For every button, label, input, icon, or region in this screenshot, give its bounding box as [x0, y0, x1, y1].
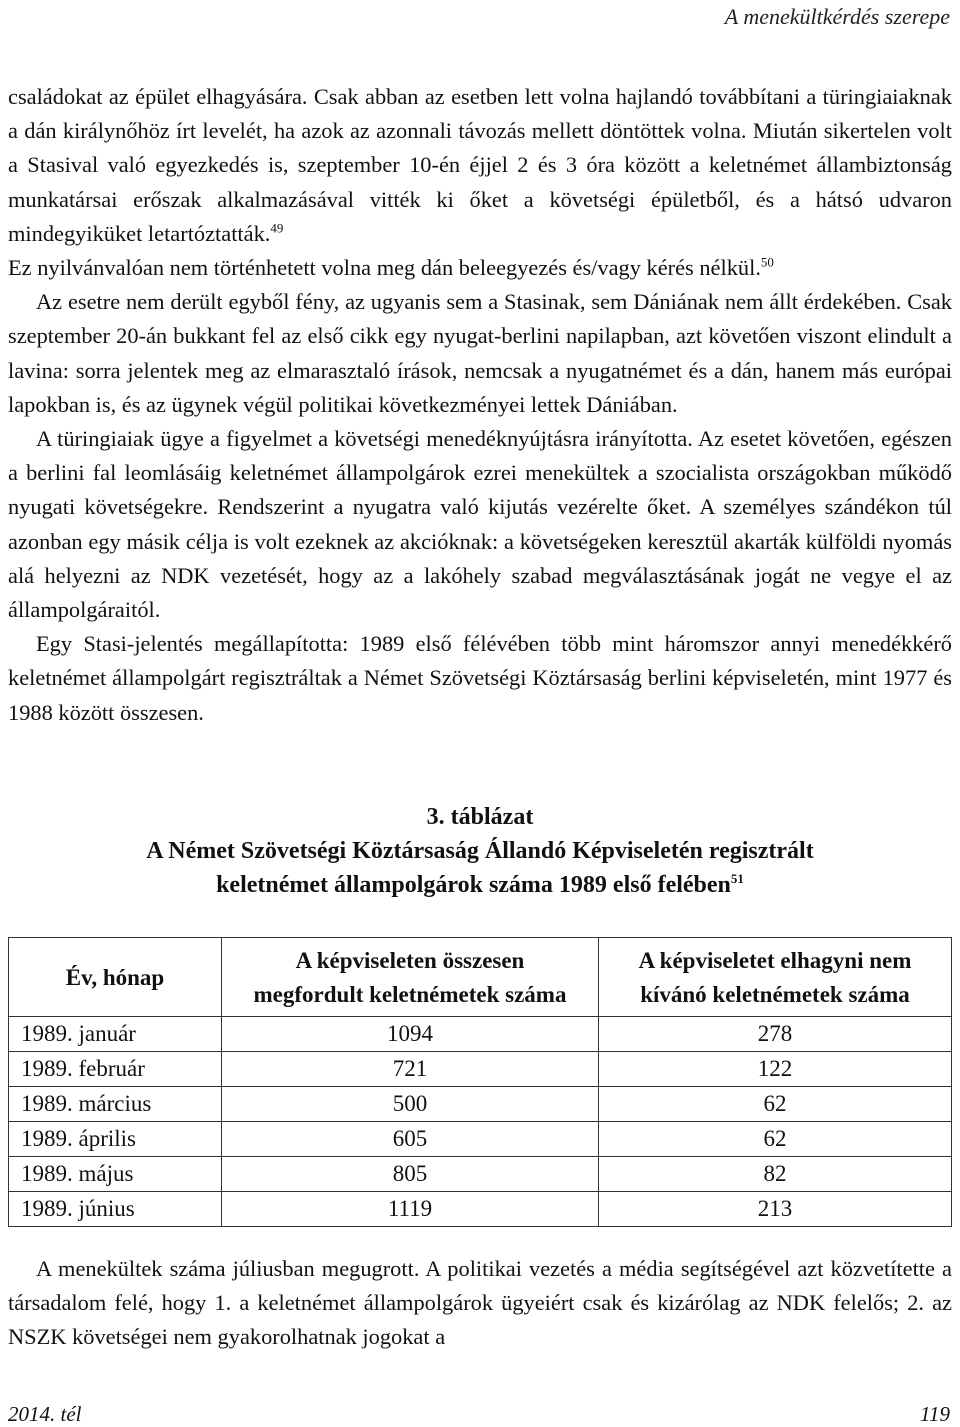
cell-total: 1094: [222, 1017, 599, 1052]
cell-staying: 122: [599, 1052, 952, 1087]
table-row: [9, 1052, 952, 1087]
cell-total: 721: [222, 1052, 599, 1087]
table-row: [9, 1087, 952, 1122]
cell-total: 1119: [222, 1192, 599, 1227]
table-header-row: [9, 938, 952, 1017]
paragraph: [8, 422, 952, 627]
cell-total: 500: [222, 1087, 599, 1122]
cell-month: 1989. február: [9, 1052, 222, 1087]
header-staying: [599, 938, 952, 1017]
table-row: [9, 1122, 952, 1157]
cell-total: 605: [222, 1122, 599, 1157]
table-row: [9, 1157, 952, 1192]
page-number: 119: [920, 1402, 950, 1426]
cell-staying: 82: [599, 1157, 952, 1192]
cell-month: 1989. március: [9, 1087, 222, 1122]
cell-staying: 278: [599, 1017, 952, 1052]
table-caption: [0, 800, 960, 902]
header-staying-line1: A képviseletet elhagyni nem: [638, 948, 912, 973]
running-header: A menekültkérdés szerepe: [724, 4, 950, 29]
paragraph: [8, 627, 952, 730]
paragraph: A menekültek száma júliusban megugrott. A politikai vezetés a média segítségével azt közvetítette a társadalom felé, hogy 1. a keletnémet állampolgárok ügyeiért csak és kizárólag az NDK felelős; 2. az NSZK követségei nem gyakorolhatnak jogokat a: [8, 1256, 952, 1350]
footnote-ref[interactable]: 50: [760, 254, 774, 270]
cell-total: 805: [222, 1157, 599, 1192]
data-table: [8, 937, 952, 1227]
table-row: [9, 1017, 952, 1052]
paragraph: [8, 251, 952, 285]
body-text-continued: [8, 1252, 952, 1355]
cell-month: 1989. április: [9, 1122, 222, 1157]
paragraph: [8, 80, 952, 251]
header-total: [222, 938, 599, 1017]
table-title-text: keletnémet állampolgárok száma 1989 első felében: [216, 872, 731, 898]
header-total-line2: megfordult keletnémetek száma: [253, 982, 567, 1007]
header-month: Év, hónap: [9, 938, 222, 1017]
table-title-line: [0, 868, 960, 902]
paragraph-text: Az esetre nem derült egyből fény, az ugyanis sem a Stasinak, sem Dániának nem állt érdekében. Csak szeptember 20-án bukkant fel az első cikk egy nyugat-berlini napilapban, azt követően viszont elindult a lavina: sorra jelentek meg az elmarasztaló írások, nemcsak a nyugatnémet és a dán, hanem más európai lapokban is, és az ügynek végül politikai következményei lettek Dániában.: [8, 289, 952, 417]
paragraph-text: családokat az épület elhagyására. Csak abban az esetben lett volna hajlandó továbbítani a türingiaiaknak a dán királynőhöz írt levelét, ha azok az azonnali távozás mellett döntöttek volna. Miután sikertelen volt a Stasival való egyezkedés is, szeptember 10-én éjjel 2 és 3 óra között a keletnémet állambiztonság munkatársai erőszak alkalmazásával vitték ki őket a követségi épületből, és a hátsó udvaron mindegyiküket letartóztatták.: [8, 84, 952, 246]
header-total-line1: A képviseleten összesen: [295, 948, 525, 973]
cell-staying: 62: [599, 1122, 952, 1157]
cell-month: 1989. január: [9, 1017, 222, 1052]
header-staying-line2: kívánó keletnémetek száma: [640, 982, 910, 1007]
paragraph-text: Ez nyilvánvalóan nem történhetett volna meg dán beleegyezés és/vagy kérés nélkül.: [8, 255, 761, 281]
cell-staying: 213: [599, 1192, 952, 1227]
paragraph: [8, 285, 952, 422]
footnote-ref[interactable]: 51: [730, 871, 744, 886]
table-title-line: A Német Szövetségi Köztársaság Állandó Képviseletén regisztrált: [146, 838, 814, 864]
table-row: [9, 1192, 952, 1227]
paragraph-text: Egy Stasi-jelentés megállapította: 1989 első félévében több mint háromszor annyi menedékkérő keletnémet állampolgárt regisztráltak a Német Szövetségi Köztársaság berlini képviseletén, mint 1977 és 1988 között összesen.: [8, 631, 952, 725]
cell-month: 1989. június: [9, 1192, 222, 1227]
footer-issue: 2014. tél: [8, 1402, 82, 1426]
table-number: 3. táblázat: [426, 804, 534, 830]
footnote-ref[interactable]: 49: [270, 220, 284, 236]
cell-staying: 62: [599, 1087, 952, 1122]
paragraph-text: A türingiaiak ügye a figyelmet a követségi menedéknyújtásra irányította. Az esetet követően, egészen a berlini fal leomlásáig keletnémet állampolgárok ezrei menekültek a szocialista országokban működő nyugati követségekre. Rendszerint a nyugatra való kijutás vezérelte őket. A személyes szándékon túl azonban egy másik célja is volt ezeknek az akcióknak: a követségeken keresztül akarták külföldi nyomás alá helyezni az NDK vezetését, hogy az a lakóhely szabad megválasztásának jogát ne vegye el az állampolgáraitól.: [8, 426, 952, 623]
body-text: [8, 80, 952, 730]
cell-month: 1989. május: [9, 1157, 222, 1192]
